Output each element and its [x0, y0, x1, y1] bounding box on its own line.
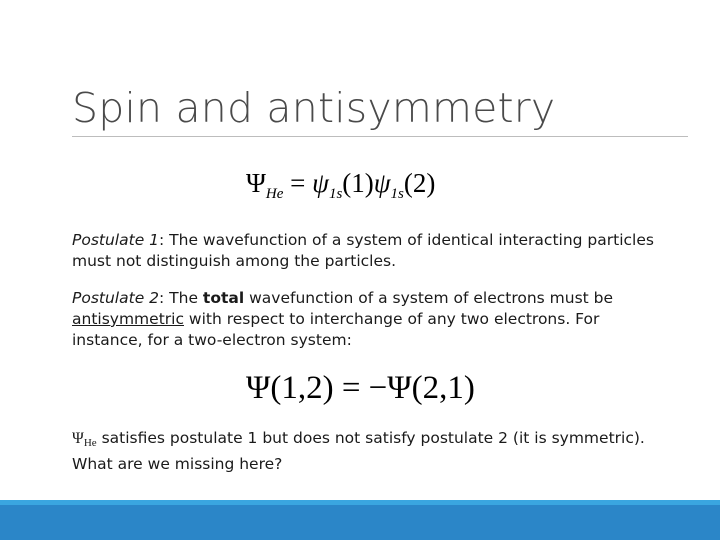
postulate-2: [72, 288, 672, 351]
postulate-2-label: Postulate 2: [72, 289, 160, 307]
slide-title: Spin and antisymmetry: [72, 84, 556, 132]
eq1-Psi: Ψ: [246, 168, 266, 198]
eq1-sub-a: 1s: [328, 186, 343, 202]
postulate-1-label: Postulate 1: [72, 231, 160, 249]
footer-accent-strip: [0, 500, 720, 505]
postulate-2-text-a: : The: [159, 289, 203, 307]
postulate-2-text-b: wavefunction of a system of electrons must be: [244, 289, 614, 307]
postulate-2-underline: antisymmetric: [72, 310, 184, 328]
postulate-1: [72, 230, 672, 272]
closing-paragraph: [72, 428, 672, 475]
closing-psi: [72, 430, 97, 447]
postulate-1-text: : The wavefunction of a system of identical interacting particles must not distinguish among the particles.: [72, 231, 654, 270]
postulate-2-bold: total: [202, 289, 245, 307]
footer-bar: [0, 500, 720, 540]
equation-psi-he: [246, 168, 435, 203]
postulate-2-text-c: with respect to interchange of any two electrons. For instance, for a two-electron system:: [72, 310, 600, 349]
eq1-sub-he: He: [265, 186, 284, 202]
eq1-equals: =: [283, 168, 313, 198]
closing-text: satisfies postulate 1 but does not satisfy postulate 2 (it is symmetric). What are we missing here?: [72, 429, 645, 473]
equation-antisymmetry: Ψ(1,2) = −Ψ(2,1): [246, 370, 475, 406]
title-divider: [72, 136, 688, 137]
closing-psi-sub: He: [83, 437, 97, 449]
eq1-psi-b: ψ: [373, 168, 391, 198]
eq1-arg-a: (1): [342, 168, 374, 198]
closing-psi-symbol: Ψ: [72, 430, 84, 447]
eq1-psi-a: ψ: [312, 168, 329, 198]
eq1-arg-b: (2): [403, 168, 436, 198]
eq1-sub-b: 1s: [390, 186, 404, 202]
